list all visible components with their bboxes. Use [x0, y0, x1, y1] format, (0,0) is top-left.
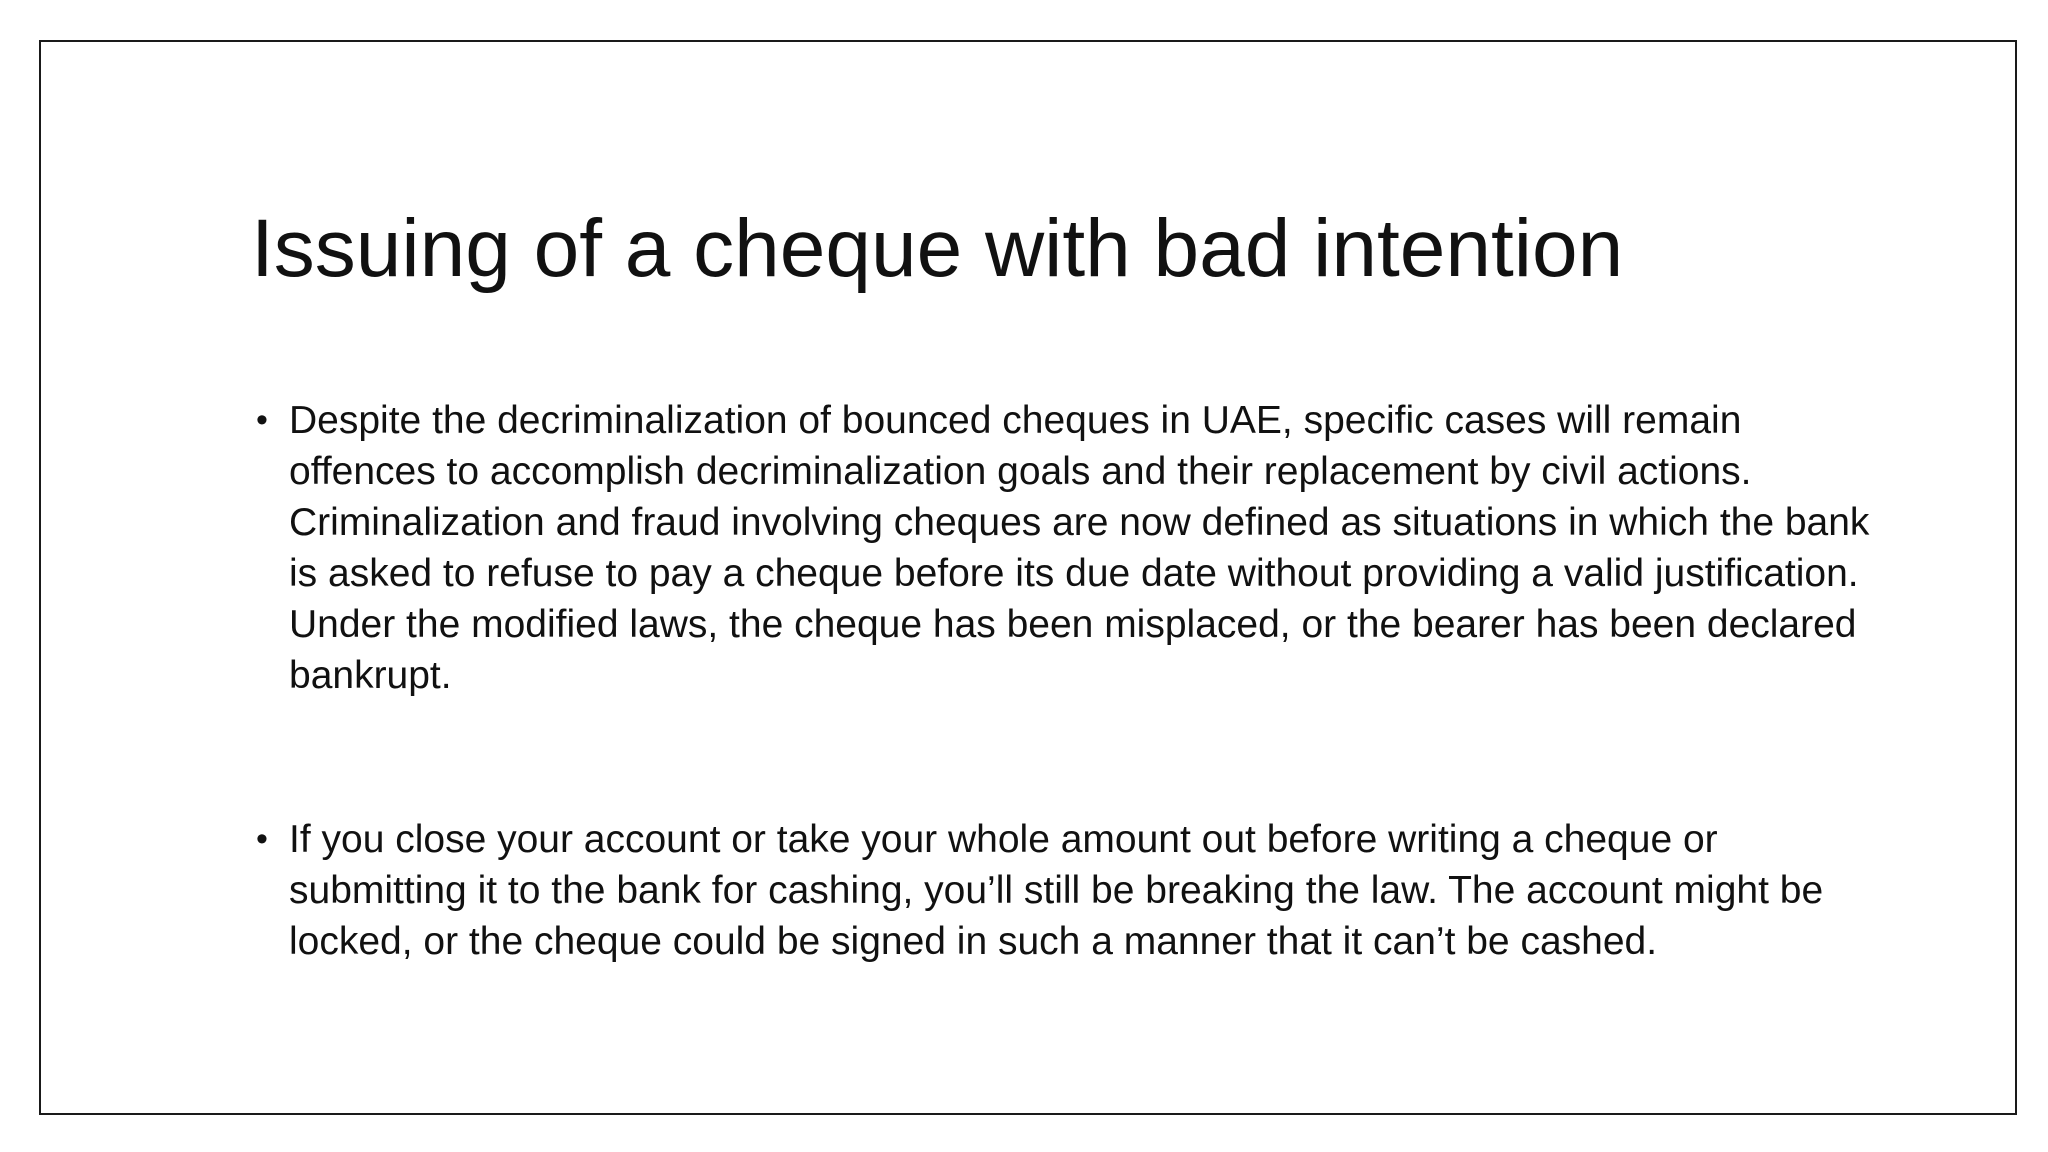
bullet-item-2	[256, 814, 1876, 967]
bullet-list-1	[256, 395, 1876, 701]
bullet-dot-icon: •	[256, 401, 268, 439]
slide-frame	[39, 40, 2017, 1115]
bullet-text-1: Despite the decriminalization of bounced cheques in UAE, specific cases will remain offences to accomplish decriminalization goals and their replacement by civil actions. Criminalization and fraud involving cheques are now defined as situations in which the bank is asked to refuse to pay a cheque before its due date without providing a valid justification. Under the modified laws, the cheque has been misplaced, or the bearer has been declared bankrupt.	[289, 399, 1870, 697]
bullet-dot-icon: •	[256, 820, 268, 858]
slide-title: Issuing of a cheque with bad intention	[251, 203, 1624, 294]
bullet-list-2	[256, 814, 1876, 967]
bullet-text-2: If you close your account or take your whole amount out before writing a cheque or submitting it to the bank for cashing, you’ll still be breaking the law. The account might be locked, or the cheque could be signed in such a manner that it can’t be cashed.	[289, 818, 1824, 963]
bullet-item-1	[256, 395, 1876, 701]
